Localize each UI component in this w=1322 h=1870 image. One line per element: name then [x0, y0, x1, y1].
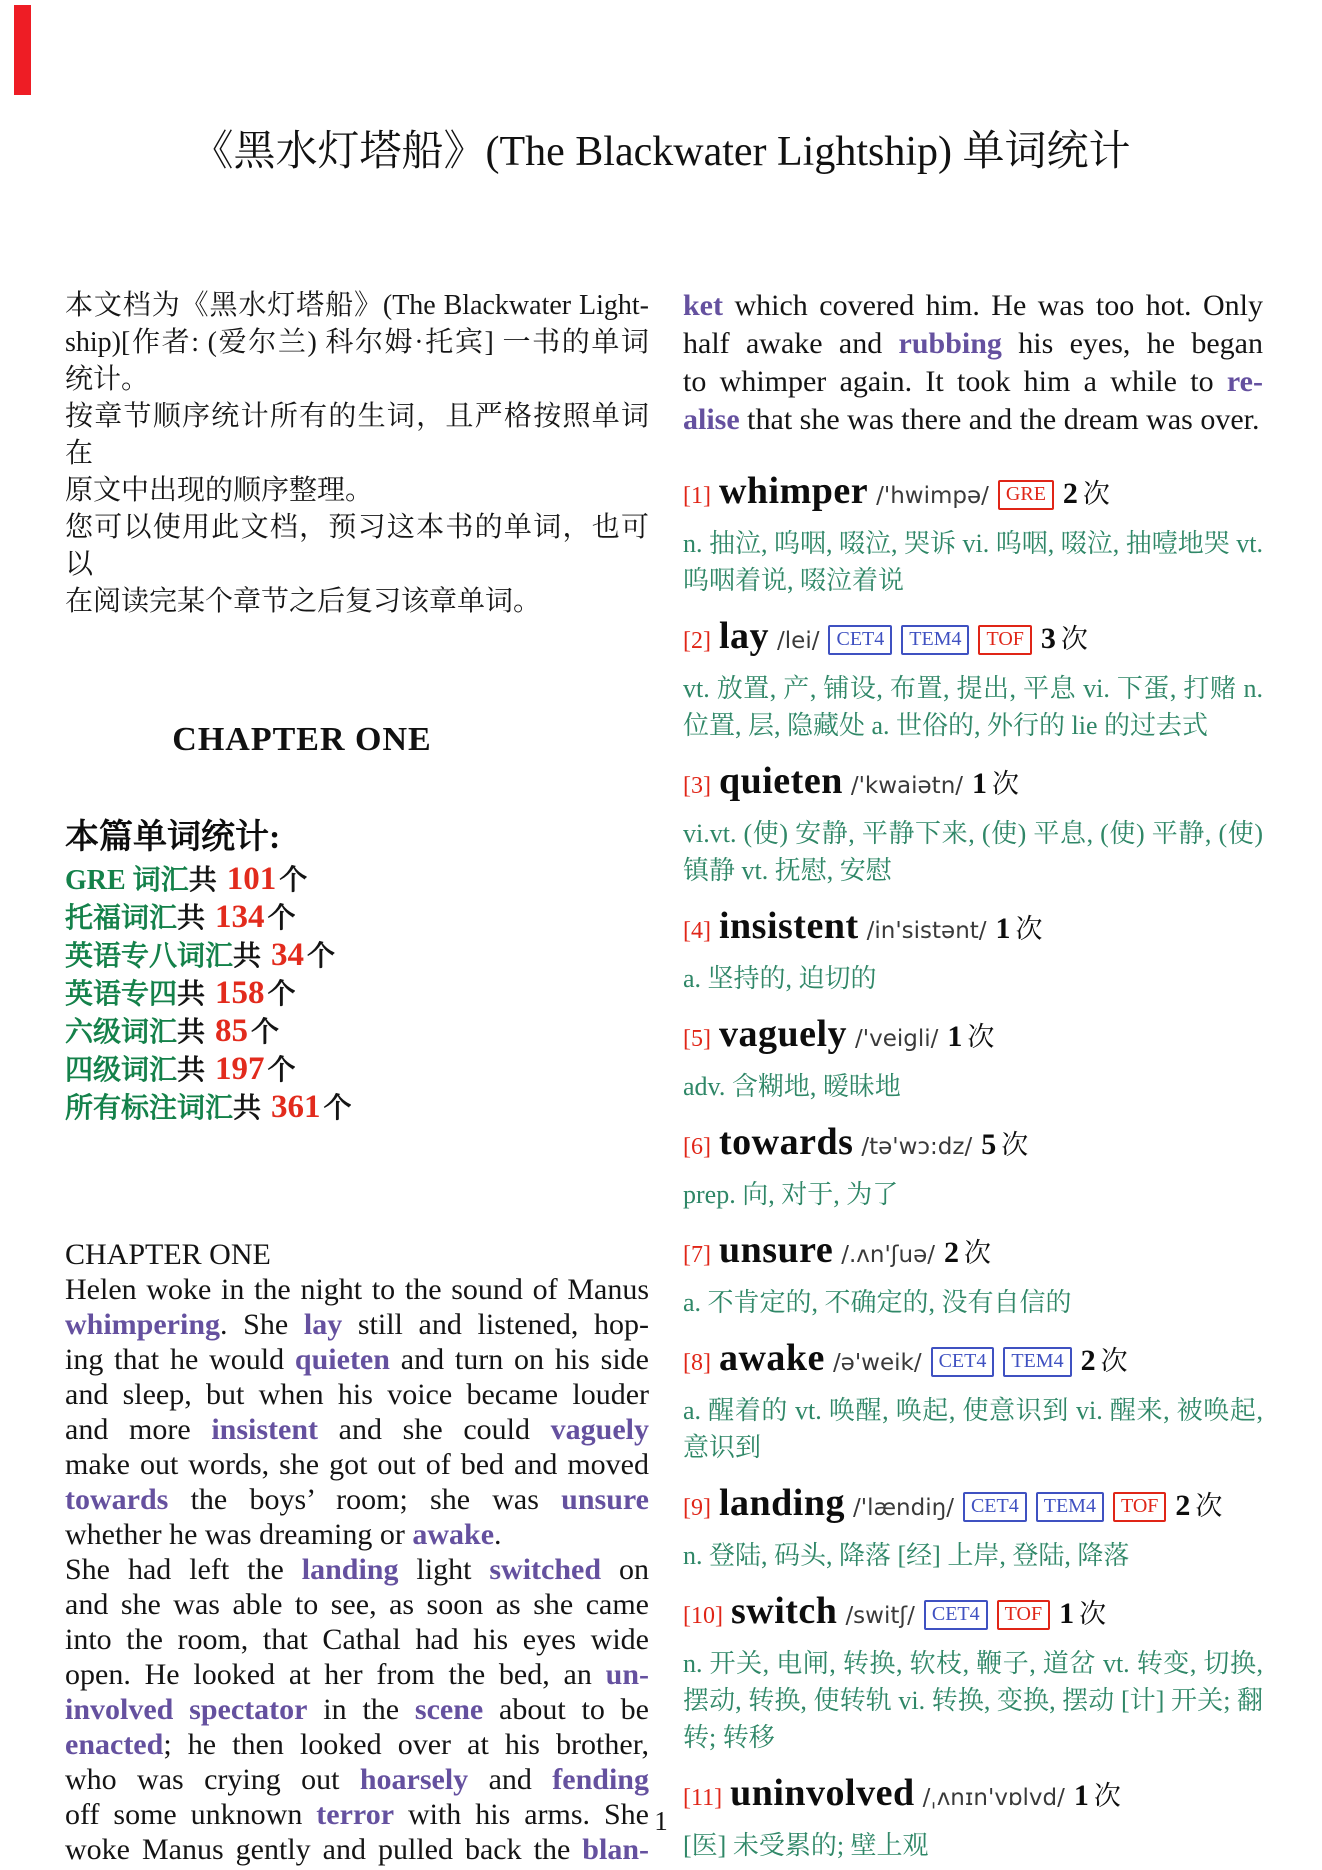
stat-line — [65, 1013, 649, 1051]
highlighted-word: rubbing — [898, 327, 1002, 360]
stat-suffix: 个 — [307, 941, 336, 972]
left-column — [65, 287, 649, 1867]
page-title: 《黑水灯塔船》(The Blackwater Lightship) 单词统计 — [191, 129, 1131, 175]
highlighted-word: re- — [1226, 365, 1263, 398]
entry-index: [5] — [683, 1026, 711, 1052]
entry-index: [2] — [683, 628, 711, 654]
occurrence-unit: 次 — [1195, 1491, 1223, 1521]
occurrence-count: 2 — [1175, 1489, 1191, 1522]
entry-headline — [683, 465, 1263, 525]
chapter-text-right — [683, 287, 1263, 439]
text-run: . — [494, 1518, 502, 1551]
word-entry — [683, 1116, 1263, 1213]
chapter-heading: CHAPTER ONE — [172, 721, 432, 758]
entry-headline — [683, 1116, 1263, 1176]
headword: unsure — [718, 1229, 834, 1271]
word-entry — [683, 900, 1263, 997]
stat-label: 六级词汇 — [65, 1017, 178, 1048]
text-run: 在阅读完某个章节之后复习该章单词。 — [65, 586, 542, 617]
phonetic: /switʃ/ — [845, 1603, 915, 1629]
occurrence-unit: 次 — [1015, 914, 1043, 944]
stats-heading: 本篇单词统计: — [65, 819, 281, 856]
text-run: the boys’ room; she was — [168, 1483, 562, 1516]
highlighted-word: alise — [683, 403, 740, 436]
tag-badge-cet4: CET4 — [963, 1492, 1027, 1522]
phonetic: /'hwimpə/ — [876, 483, 989, 509]
headword: landing — [718, 1482, 846, 1524]
text-line — [65, 1727, 649, 1762]
word-entry — [683, 1332, 1263, 1466]
text-run: ; he then looked over at his brother, — [163, 1728, 649, 1761]
stat-line — [65, 1051, 649, 1089]
text-run: and turn on his side — [389, 1343, 650, 1376]
phonetic: /ə'weik/ — [832, 1350, 922, 1376]
stat-num: 361 — [271, 1089, 321, 1125]
text-line — [65, 287, 649, 324]
word-entry — [683, 1224, 1263, 1321]
stats-list — [65, 861, 649, 1127]
text-run: into the room, that Cathal had his eyes wide — [65, 1623, 649, 1656]
chapter-text-left — [65, 1237, 649, 1867]
text-line — [65, 1447, 649, 1482]
text-line — [683, 287, 1263, 325]
stat-mid: 共 — [233, 1093, 269, 1124]
tag-badge-tem4: TEM4 — [1003, 1347, 1071, 1377]
text-run: and she was able to see, as soon as she came — [65, 1588, 649, 1621]
text-line — [65, 1552, 649, 1587]
stat-suffix: 个 — [267, 979, 296, 1010]
occurrence-unit: 次 — [1093, 1781, 1121, 1811]
text-run: half awake and — [683, 327, 899, 360]
tag-badge-tof: TOF — [1113, 1492, 1166, 1522]
stat-num: 34 — [271, 937, 305, 973]
text-run: 原文中出现的顺序整理。 — [65, 475, 374, 506]
stat-suffix: 个 — [323, 1093, 352, 1124]
text-line — [65, 1412, 649, 1447]
text-line — [65, 1517, 649, 1552]
intro-paragraphs — [65, 287, 649, 620]
text-line — [65, 1622, 649, 1657]
text-run: whether he was dreaming or — [65, 1518, 413, 1551]
text-run: make out words, she got out of bed and moved — [65, 1448, 649, 1481]
stat-suffix: 个 — [267, 903, 296, 934]
text-run: and — [468, 1763, 553, 1796]
word-entry — [683, 1585, 1263, 1756]
text-run: about to be — [483, 1693, 649, 1726]
definition-text: a. 不肯定的, 不确定的, 没有自信的 — [683, 1288, 1072, 1317]
text-line — [65, 472, 649, 509]
occurrence-count: 2 — [1062, 477, 1078, 510]
stat-mid: 共 — [177, 903, 213, 934]
stat-line — [65, 975, 649, 1013]
page-number: 1 — [654, 1806, 668, 1836]
stat-suffix: 个 — [267, 1055, 296, 1086]
text-line — [65, 1657, 649, 1692]
entry-headline — [683, 900, 1263, 960]
highlighted-word: switched — [489, 1553, 602, 1586]
tag-badge-gre: GRE — [998, 480, 1054, 510]
stat-num: 101 — [226, 861, 277, 897]
text-run: 您可以使用此文档，预习这本书的单词，也可以 — [65, 512, 649, 580]
occurrence-count: 1 — [1059, 1597, 1075, 1630]
text-line — [65, 583, 649, 620]
text-run: to whimper again. It took him a while to — [683, 365, 1227, 398]
headword: insistent — [718, 905, 859, 947]
stat-mid: 共 — [233, 941, 269, 972]
text-run: off some unknown — [65, 1798, 317, 1831]
text-run: in the — [307, 1693, 415, 1726]
headword: switch — [730, 1590, 838, 1632]
stat-mid: 共 — [177, 1055, 213, 1086]
highlighted-word: lay — [303, 1308, 343, 1341]
text-line — [683, 401, 1263, 439]
entry-headline — [683, 1224, 1263, 1284]
text-run: and more — [65, 1413, 212, 1446]
entry-headline — [683, 1585, 1263, 1645]
word-entry — [683, 610, 1263, 744]
entry-index: [10] — [683, 1603, 723, 1629]
word-entry — [683, 1008, 1263, 1105]
entry-index: [8] — [683, 1350, 711, 1376]
phonetic: /lei/ — [777, 628, 820, 654]
stat-line — [65, 1089, 649, 1127]
highlighted-word: involved spectator — [65, 1693, 308, 1726]
definition-text: [医] 未受累的; 壁上观 — [683, 1831, 929, 1860]
text-line — [683, 363, 1263, 401]
text-line — [65, 1342, 649, 1377]
stat-label: 英语专八词汇 — [65, 941, 234, 972]
text-run: open. He looked at her from the bed, an — [65, 1658, 606, 1691]
text-line — [65, 1762, 649, 1797]
highlighted-word: insistent — [211, 1413, 318, 1446]
text-line — [65, 1237, 649, 1272]
tag-badge-tem4: TEM4 — [1036, 1492, 1104, 1522]
tag-badge-cet4: CET4 — [931, 1347, 995, 1377]
phonetic: /ˌʌnɪn'vɒlvd/ — [922, 1785, 1065, 1811]
definition-text: vt. 放置, 产, 铺设, 布置, 提出, 平息 vi. 下蛋, 打赌 n. 位置, 层, 隐藏处 a. 世俗的, 外行的 lie 的过去式 — [683, 674, 1263, 740]
red-marker — [14, 5, 31, 95]
text-line — [65, 1692, 649, 1727]
occurrence-count: 2 — [1080, 1344, 1096, 1377]
stat-label: 所有标注词汇 — [65, 1093, 234, 1124]
text-run: She had left the — [65, 1553, 302, 1586]
text-line — [65, 1832, 649, 1867]
definition-text: n. 开关, 电闸, 转换, 软枝, 鞭子, 道岔 vt. 转变, 切换, 摆动, 转换, 使转轨 vi. 转换, 变换, 摆动 [计] 开关; 翻转; 转移 — [683, 1649, 1263, 1752]
headword: lay — [718, 615, 770, 657]
phonetic: /'veigli/ — [855, 1026, 939, 1052]
highlighted-word: blan- — [582, 1833, 649, 1866]
highlighted-word: ket — [683, 289, 723, 322]
highlighted-word: unsure — [561, 1483, 649, 1516]
stat-label: 英语专四 — [65, 979, 178, 1010]
occurrence-unit: 次 — [1082, 479, 1110, 509]
vocab-entries — [683, 465, 1263, 1864]
entry-index: [11] — [683, 1785, 723, 1811]
stat-suffix: 个 — [279, 865, 308, 896]
headword: quieten — [718, 760, 843, 802]
entry-index: [3] — [683, 773, 711, 799]
definition-text: n. 抽泣, 呜咽, 啜泣, 哭诉 vi. 呜咽, 啜泣, 抽噎地哭 vt. 呜咽着说, 啜泣着说 — [683, 529, 1263, 595]
text-line — [65, 1307, 649, 1342]
occurrence-unit: 次 — [1001, 1130, 1029, 1160]
phonetic: /'kwaiətn/ — [850, 773, 964, 799]
entry-index: [4] — [683, 918, 711, 944]
text-line — [65, 361, 649, 398]
stat-label: GRE 词汇 — [65, 865, 189, 896]
definition-text: adv. 含糊地, 暧昧地 — [683, 1072, 901, 1101]
occurrence-count: 1 — [1073, 1779, 1089, 1812]
text-run: still and listened, hop- — [342, 1308, 650, 1341]
occurrence-count: 1 — [972, 767, 988, 800]
highlighted-word: fending — [552, 1763, 649, 1796]
tag-badge-tof: TOF — [978, 625, 1031, 655]
entry-headline — [683, 1477, 1263, 1537]
highlighted-word: scene — [414, 1693, 484, 1726]
phonetic: /in'sistənt/ — [866, 918, 987, 944]
text-run: with his arms. She — [394, 1798, 649, 1831]
definition-text: n. 登陆, 码头, 降落 [经] 上岸, 登陆, 降落 — [683, 1541, 1130, 1570]
text-line — [65, 509, 649, 583]
tag-badge-cet4: CET4 — [924, 1600, 988, 1630]
stat-line — [65, 899, 649, 937]
text-line — [65, 1587, 649, 1622]
text-run: that she was there and the dream was over. — [739, 403, 1260, 436]
headword: vaguely — [718, 1013, 848, 1055]
occurrence-count: 2 — [944, 1236, 960, 1269]
stat-num: 158 — [215, 975, 265, 1011]
headword: awake — [718, 1337, 825, 1379]
text-run: and sleep, but when his voice became louder — [65, 1378, 649, 1411]
entry-headline — [683, 1332, 1263, 1392]
highlighted-word: hoarsely — [359, 1763, 469, 1796]
stat-mid: 共 — [188, 865, 224, 896]
stat-mid: 共 — [177, 979, 213, 1010]
occurrence-unit: 次 — [1060, 624, 1088, 654]
stat-num: 197 — [215, 1051, 265, 1087]
stat-label: 四级词汇 — [65, 1055, 178, 1086]
entry-index: [6] — [683, 1134, 711, 1160]
tag-badge-tof: TOF — [997, 1600, 1050, 1630]
text-run: ship)[作者: (爱尔兰) 科尔姆·托宾] 一书的单词 — [65, 327, 649, 358]
stat-num: 85 — [215, 1013, 249, 1049]
highlighted-word: terror — [316, 1798, 395, 1831]
word-entry — [683, 755, 1263, 889]
stat-num: 134 — [215, 899, 265, 935]
highlighted-word: towards — [65, 1483, 169, 1516]
occurrence-unit: 次 — [992, 769, 1020, 799]
text-line — [683, 325, 1263, 363]
phonetic: /'lændiŋ/ — [853, 1495, 954, 1521]
text-line — [65, 1482, 649, 1517]
entry-index: [9] — [683, 1495, 711, 1521]
stat-mid: 共 — [177, 1017, 213, 1048]
entry-headline — [683, 1008, 1263, 1068]
right-column — [683, 287, 1263, 1864]
definition-text: prep. 向, 对于, 为了 — [683, 1180, 899, 1209]
text-line — [65, 324, 649, 361]
stat-line — [65, 861, 649, 899]
text-run: 本文档为《黑水灯塔船》(The Blackwater Light- — [65, 290, 649, 321]
highlighted-word: enacted — [65, 1728, 164, 1761]
definition-text: vi.vt. (使) 安静, 平静下来, (使) 平息, (使) 平静, (使) 镇静 vt. 抚慰, 安慰 — [683, 819, 1263, 885]
highlighted-word: whimpering — [65, 1308, 221, 1341]
entry-index: [1] — [683, 483, 711, 509]
tag-badge-tem4: TEM4 — [901, 625, 969, 655]
word-entry — [683, 465, 1263, 599]
highlighted-word: un- — [605, 1658, 649, 1691]
headword: uninvolved — [730, 1772, 915, 1814]
text-run: 统计。 — [65, 364, 150, 395]
text-line — [65, 1377, 649, 1412]
highlighted-word: landing — [301, 1553, 399, 1586]
occurrence-count: 5 — [981, 1128, 997, 1161]
highlighted-word: awake — [412, 1518, 495, 1551]
text-run: who was crying out — [65, 1763, 360, 1796]
entry-headline — [683, 755, 1263, 815]
stat-line — [65, 937, 649, 975]
text-run: woke Manus gently and pulled back the — [65, 1833, 583, 1866]
text-run: 按章节顺序统计所有的生词，且严格按照单词在 — [65, 401, 649, 469]
definition-text: a. 坚持的, 迫切的 — [683, 964, 877, 993]
text-run: which covered him. He was too hot. Only — [723, 289, 1263, 322]
text-run: his eyes, he began — [1001, 327, 1263, 360]
stat-suffix: 个 — [251, 1017, 280, 1048]
occurrence-unit: 次 — [1100, 1346, 1128, 1376]
word-entry — [683, 1477, 1263, 1574]
entry-headline — [683, 610, 1263, 670]
text-run: Helen woke in the night to the sound of Manus — [65, 1273, 649, 1306]
highlighted-word: quieten — [294, 1343, 390, 1376]
occurrence-unit: 次 — [1079, 1599, 1107, 1629]
text-run: ing that he would — [65, 1343, 295, 1376]
highlighted-word: vaguely — [550, 1413, 649, 1446]
occurrence-count: 1 — [947, 1020, 963, 1053]
occurrence-unit: 次 — [964, 1238, 992, 1268]
text-line — [65, 398, 649, 472]
text-run: on — [601, 1553, 649, 1586]
occurrence-count: 1 — [995, 912, 1011, 945]
text-run: light — [398, 1553, 490, 1586]
headword: towards — [718, 1121, 854, 1163]
phonetic: /.ʌn'ʃuə/ — [841, 1242, 936, 1268]
text-line — [65, 1272, 649, 1307]
text-run: and she could — [318, 1413, 551, 1446]
phonetic: /tə'wɔ:dz/ — [861, 1134, 973, 1160]
occurrence-count: 3 — [1040, 622, 1056, 655]
tag-badge-cet4: CET4 — [828, 625, 892, 655]
occurrence-unit: 次 — [967, 1022, 995, 1052]
headword: whimper — [718, 470, 869, 512]
entry-index: [7] — [683, 1242, 711, 1268]
text-run: . She — [220, 1308, 304, 1341]
definition-text: a. 醒着的 vt. 唤醒, 唤起, 使意识到 vi. 醒来, 被唤起, 意识到 — [683, 1396, 1263, 1462]
text-run: CHAPTER ONE — [65, 1238, 271, 1271]
stat-label: 托福词汇 — [65, 903, 178, 934]
